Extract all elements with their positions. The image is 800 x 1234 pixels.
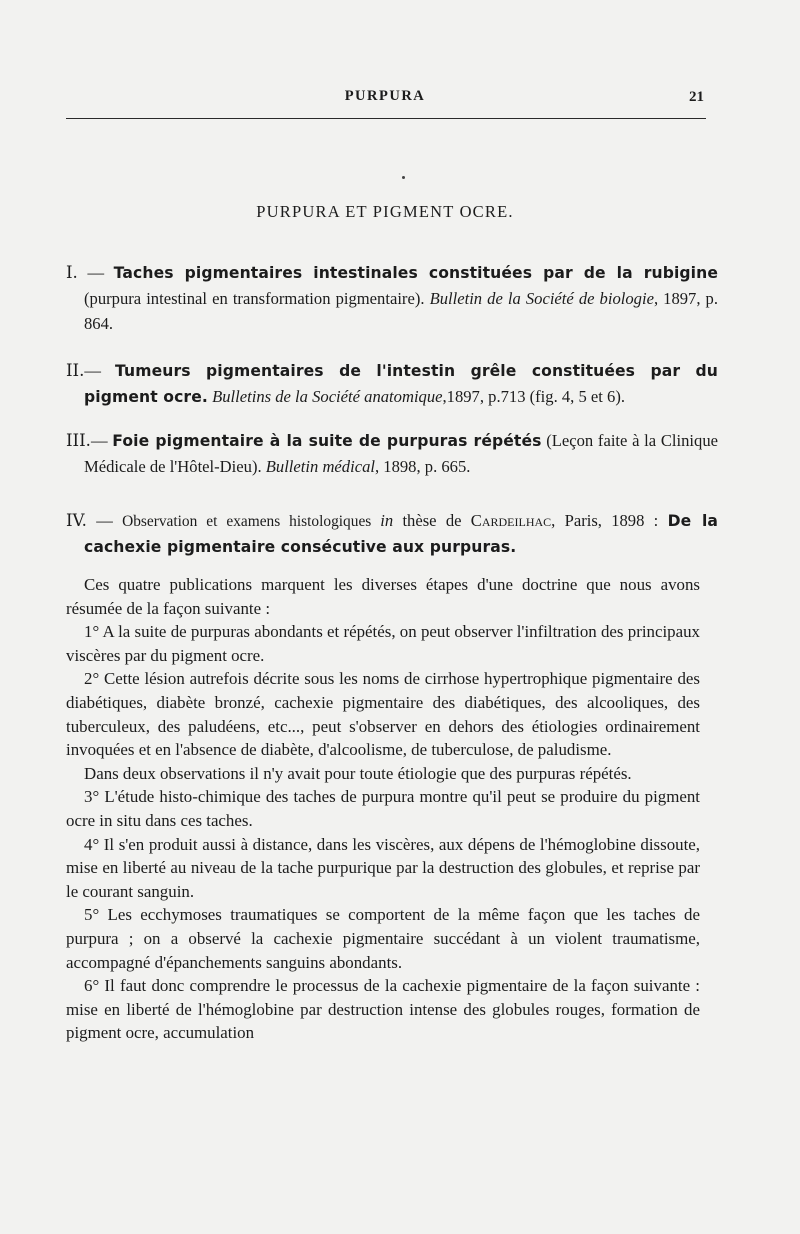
header-rule (66, 118, 706, 119)
running-title: PURPURA (344, 88, 426, 104)
reference-title: Tumeurs pigmentaires de l'intestin grêle constituées par du pigment ocre. (84, 362, 718, 406)
paragraph: 4° Il s'en produit aussi à distance, dans les viscères, aux dépens de l'hémoglobine dissoute, mise en liberté au niveau de la tache purpurique par la destruction des globules, et reprise par le courant sanguin. (66, 834, 700, 901)
reference-title: De la cachexie pigmentaire consécutive aux purpuras. (84, 512, 719, 556)
reference-note: (purpura intestinal en transformation pigmentaire). (84, 289, 430, 308)
reference-title: Foie pigmentaire à la suite de purpuras répétés (112, 432, 542, 450)
reference-citation: , 1898, p. 665. (374, 457, 471, 476)
reference-title: Taches pigmentaires intestinales constituées par de la rubigine (113, 264, 719, 282)
section-title: PURPURA ET PIGMENT OCRE. (256, 202, 514, 221)
reference-place-year: , Paris, 1898 : (551, 511, 668, 530)
reference-numeral: II. (66, 361, 85, 380)
reference-1 (66, 260, 718, 336)
reference-note: Observation et examens histologiques (122, 513, 381, 530)
reference-numeral: III. (66, 431, 91, 450)
paragraph: 6° Il faut donc comprendre le processus de la cachexie pigmentaire de la façon suivante : mise en liberté de l'hémoglobine par destruction intense des globules rouges, formation de pigment ocre, accumulation (66, 976, 700, 1043)
reference-numeral: IV. (66, 511, 87, 530)
reference-note-2: thèse de (393, 511, 471, 530)
reference-3 (66, 428, 718, 479)
reference-journal: Bulletin médical (265, 457, 375, 476)
reference-dash: — (86, 511, 123, 530)
reference-note: (Leçon faite à la Clinique Médicale de l'Hôtel-Dieu). (84, 431, 718, 476)
paragraph: 1° A la suite de purpuras abondants et répétés, on peut observer l'infiltration des principaux viscères par du pigment ocre. (66, 622, 700, 665)
paragraph: 2° Cette lésion autrefois décrite sous les noms de cirrhose hypertrophique pigmentaire des diabétiques, diabète bronzé, cachexie pigmentaire des diabétiques, des alcooliques, des tuberculeux, des paludéens, etc..., peut s'observer en dehors des étiologies ordinairement invoquées et en l'absence de diabète, d'alcoolisme, de tuberculose, de paludisme. (66, 669, 700, 760)
page-number: 21 (689, 89, 704, 105)
reference-2 (66, 358, 718, 410)
body-text (66, 573, 700, 1045)
reference-dash: — (90, 431, 113, 450)
reference-4 (66, 508, 718, 560)
reference-numeral: I. (66, 263, 78, 282)
reference-citation: , 1897, p. 864. (84, 289, 718, 333)
reference-journal: Bulletin de la Société de biologie (429, 289, 654, 308)
paragraph: Dans deux observations il n'y avait pour toute étiologie que des purpuras répétés. (84, 763, 632, 783)
reference-author: Cardeilhac (470, 511, 552, 530)
paragraph: 3° L'étude histo-chimique des taches de purpura montre qu'il peut se produire du pigment ocre in situ dans ces taches. (66, 787, 700, 830)
running-head (66, 88, 704, 110)
printer-dot (402, 176, 405, 179)
reference-dash: — (77, 263, 114, 282)
reference-italic-word: in (380, 511, 394, 530)
paragraph: Ces quatre publications marquent les diverses étapes d'une doctrine que nous avons résumée de la façon suivante : (66, 575, 700, 618)
reference-journal: Bulletins de la Société anatomique (212, 387, 443, 406)
paragraph: 5° Les ecchymoses traumatiques se comportent de la même façon que les taches de purpura ; on a observé la cachexie pigmentaire succédant à un violent traumatisme, accompagné d'épanchements sanguins abondants. (66, 905, 700, 972)
reference-citation: ,1897, p.713 (fig. 4, 5 et 6). (442, 387, 626, 406)
reference-dash: — (84, 361, 115, 380)
